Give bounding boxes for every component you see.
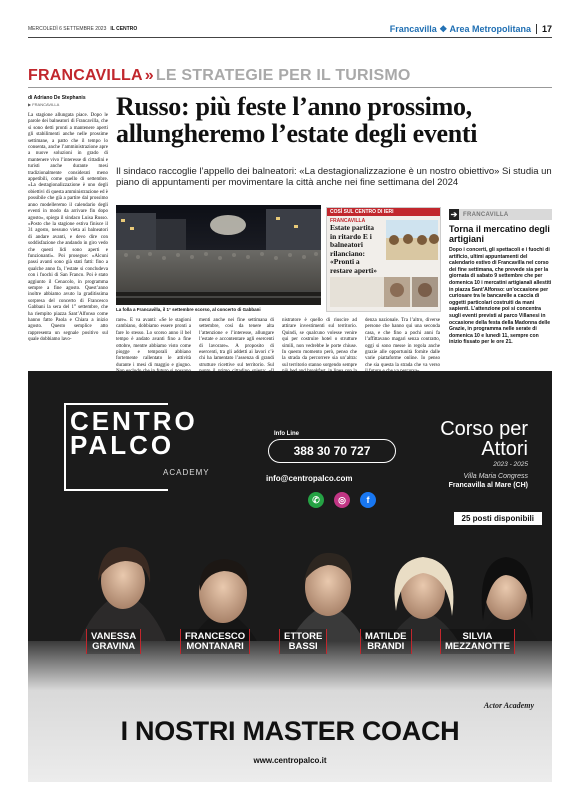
coach-last-name: GRAVINA: [92, 640, 136, 652]
actor-academy-logo: Actor Academy: [483, 701, 534, 710]
advertisement: [28, 371, 552, 782]
coach-name: [86, 629, 141, 654]
course-info: [440, 419, 528, 489]
coach-first-name: ETTORE: [284, 631, 323, 642]
section-kicker: [28, 67, 411, 85]
email-address: info@centropalco.com: [266, 474, 353, 483]
coach-last-name: MONTANARI: [186, 640, 244, 652]
facebook-icon: f: [360, 492, 376, 508]
body-column: nistratore è quello di riuscire ad attirare investimenti sul territorio. Quindi, se qualcuno volesse venire qui per costruire hotel o strutture simili, non vedrebbe le porte chiuse. In questo momento però, penso che la strada da percorrere sia un’altra: sul territorio stanno sorgendo sempre: [282, 318, 357, 368]
article-body-left: La stagione allungata piace. Dopo le parole dei balneatori di Francavilla, che si sono detti pronti a mantenere aperti gli stabilimenti anche nelle prossime settimane, a patto che il tempo lo consenta, anche l’amministrazione apre a nuove soluzioni in grado di mantenere vivo l’interesse di cittadini e turisti anche durante mesi tradizionalmente considerati meno appetibili, come quello di settembre. «La destagionalizzazione è uno degli obiettivi di questa amministrazione ed è possibile che già a partire dal prossimo anno modelleremo il calendario degli eventi in modo da arrivare fin dopo agosto», spiega il sindaco Luisa Russo. «Posto che la stagione estiva finisce il 31 agosto, nessuno vieta ai balneatori di andare avanti, e devo dire con soddisfazione che andando in giro vedo che questi lidi sono aperti e funzionanti». Poi prosegue: «Alcuni passi avanti sono già stati fatti: fino a qualche anno fa, l’estate si concludeva con i fuochi di San Franco. Poi è stato aggiunto il Cenacolo, in programma sempre a fine agosto. Quest’anno inoltre abbiamo avuto la graditissima sorpresa del concerto di Francesco Gabbani la sera del 1° settembre, che ha riempito piazza Sant’Alfonso come hanno fatto Paola e Chiara a inizio agosto. Questo semplice atto rappresenta un segnale positivo sul quale dobbiamo lavo-: [28, 113, 108, 343]
coach-first-name: FRANCESCO: [185, 631, 246, 642]
inset-title: Estate partita in ritardo E i balneatori rilanciano: «Pronti a restare aperti»: [330, 223, 377, 275]
portrait-photos: [330, 277, 438, 307]
coach-first-name: SILVIA: [462, 631, 493, 642]
coach-last-name: BRANDI: [367, 640, 405, 652]
page-number: 17: [541, 24, 552, 34]
course-title-2: Attori: [481, 438, 528, 460]
beach-photo: [386, 220, 438, 260]
whatsapp-icon: ✆: [308, 492, 324, 508]
coach-first-name: MATILDE: [365, 631, 407, 642]
issue-date: MERCOLEDÌ 6 SETTEMBRE 2023: [28, 26, 107, 32]
course-town: Francavilla al Mare (CH): [448, 482, 528, 489]
coach-name: [180, 629, 250, 654]
sidebar-title: Torna il mercatino degli artigiani: [449, 224, 550, 244]
divider: [536, 24, 537, 34]
body-column: rare». E va avanti: «Se le stagioni cambiano, dobbiamo essere pronti a fare lo stesso. Lo scorso anno il bel tempo è andato avanti fino a fine ottobre, mentre abbiamo visto come piogge e temporali abbiano fortemente rallentato le attività durante i mesi di maggio e giugno.: [116, 318, 191, 368]
article-subhead: Il sindaco raccoglie l’appello dei balneatori: «La destagionalizzazione è un nostro obiettivo» Si studia un piano di appuntamenti per movimentare la città anche nei fine settimana del 2024: [116, 166, 552, 188]
inset-clipping: [326, 207, 441, 312]
seats-available-badge: 25 posti disponibili: [454, 512, 542, 525]
social-icons: [308, 492, 376, 508]
article-headline: Russo: più feste l’anno prossimo, allungheremo l’estate degli eventi: [116, 92, 478, 148]
sidebar-text: Dopo i concerti, gli spettacoli e i fuochi di artificio, ultimi appuntamenti del calendario estivo di Francavilla nel corso dei fine settimana, che prevede sia per la giornata di sabato 9 settembre che per domenica 10 i mercatini artigianali allestiti in piazza Sant’Alfonso: un’occasione per curiosare tra le bancarelle a caccia di oggetti particolari costruiti da mani sapienti. L’attenzione poi si concentra sugli eventi previsti al parco Villanesi in occasione della festa della Madonna delle Grazie, in programma nelle serate di domenica 10 e lunedì 11, sempre con inizio fissato per le ore 21.: [449, 247, 552, 346]
phone-number: 388 30 70 727: [293, 444, 371, 458]
course-title-1: Corso per: [440, 418, 528, 440]
inset-banner: COSÌ SUL CENTRO DI IERI: [327, 208, 440, 216]
logo-subtitle: ACADEMY: [163, 468, 210, 477]
byline-place: ▶ FRANCAVILLA: [28, 102, 60, 107]
sidebar-label: FRANCAVILLA: [463, 211, 509, 218]
course-venue: Villa Maria Congress: [463, 473, 528, 480]
inset-kicker: FRANCAVILLA: [330, 218, 366, 224]
concert-photo: [116, 205, 321, 305]
logo-line: PALCO: [70, 430, 175, 460]
photo-caption: La folla a Francavilla, il 1° settembre scorso, al concerto di Gabbani: [116, 307, 261, 312]
arrow-icon: ➔: [450, 210, 458, 219]
infoline-label: Info Line: [274, 431, 299, 437]
article-body-columns: [116, 318, 440, 366]
coach-first-name: VANESSA: [91, 631, 137, 642]
coach-name: [440, 629, 515, 654]
website-url: www.centropalco.it: [253, 756, 327, 765]
instagram-icon: ◎: [334, 492, 350, 508]
newspaper-name: IL CENTRO: [110, 26, 138, 32]
kicker-topic: LE STRATEGIE PER IL TURISMO: [155, 67, 411, 84]
chevron-icon: »: [144, 67, 154, 84]
centropalco-logo: [70, 406, 198, 460]
course-years: 2023 - 2025: [493, 461, 528, 468]
master-coach-title: I NOSTRI MASTER COACH: [120, 716, 460, 746]
kicker-city: FRANCAVILLA: [28, 67, 143, 84]
coach-last-name: MEZZANOTTE: [445, 640, 510, 652]
logo-line: CENTRO: [70, 406, 198, 436]
phone-pill: [268, 439, 396, 463]
divider: [28, 37, 552, 38]
body-column: menti anche nei fine settimana di settembre, così da tenere alta l’attenzione e l’interesse, allungare l’estate e accontentare agli esercenti di lavorare». A proposito di esercenti, tra gli addetti ai lavori c’è chi ha lamentato l’assenza di grandi strutture ricettive sul territorio. Sul: [199, 318, 274, 368]
divider: [28, 87, 552, 88]
body-column: denza nazionale. Tra l’altro, diverse persone che hanno qui una seconda casa, e che fino a pochi anni fa l’affittavano magari senza contratto, oggi si sono messe in regola anche grazie alle opportunità fornite dalle varie piattaforme online. Io penso che sia questa la strada che va verso: [365, 318, 440, 368]
coach-last-name: BASSI: [288, 640, 318, 652]
sidebar-header: [449, 209, 552, 220]
masthead: [28, 22, 552, 36]
coach-names: [28, 629, 552, 669]
section-title: Francavilla ❖ Area Metropolitana: [389, 23, 531, 34]
coach-name: [360, 629, 412, 654]
coach-name: [279, 629, 327, 654]
byline-author: di Adriano De Stephanis: [28, 95, 86, 101]
